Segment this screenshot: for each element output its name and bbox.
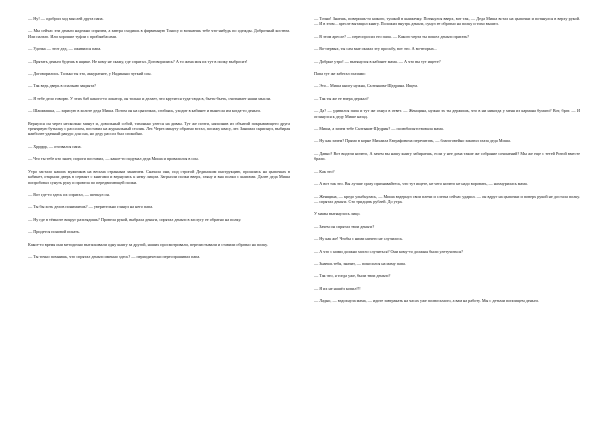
paragraph: — Ну как же! Чтобы с ними ничего не случилось. [314,236,404,242]
paragraph: — Ты точно помнишь, что спрятал деньги именно здесь? — периодически переспрашивал папа. [28,253,201,259]
paragraph: — Придется поновой искать. [28,229,80,235]
paragraph: — Шашмашка, — зарисую в холоте деда Миша. Потом он на цыпочках, сгибаясь, уходит в кабинет и вынесла им когда-то деньги. [28,108,261,114]
paragraph: — Так ты же ее вчера держал? [314,95,369,101]
paragraph: — Миша, а зачем тебе Салтыков-Щедрин? — полюбопытствовала мама. [314,126,444,132]
paragraph: — Я тебе дело говорю. У этих баб какого-то локатор, он только и делает, что крутится туда-сюда в, бьеть-бьеть, считывает наши мысли. [28,95,271,101]
paragraph: — Во-первых, ты сам мне оказал эту просьбу, вот это. А во-вторых... [314,46,438,52]
paragraph: Какое-то время они методично вытаскивали одну книгу за другой, наших просмотривали, перелистывали и ставили обратно на полку. [28,241,268,247]
paragraph: — В этом аресле? — переспросил его папа. — Какого черта ты пошел деньги прятать? [314,33,470,39]
paragraph: — Хррррр, — отозвался папа. [28,143,82,149]
paragraph: — Прятать деньги будешь в ящике. Не кому не скажу, где спрятал. Договорились? А то жена моя их тут в полку выбросит! [28,58,248,64]
paragraph: Вернулся он через несколько минут и, довольный собой, тихонько улегся на диван. Тут же почти, наполнив из объятий покрывающего друга тренчрвую бутылку с рассолом, поставил на журнальный столик. Лег. Через минуту обратно встал, посижу квасу, лег. Занимал скрипнул, выбирая наиболее удачный ракурс для сна, но деду рассол был спокойно. [28,120,290,137]
paragraph: — Как это? [314,168,335,174]
paragraph: — Зачем он спрятал твои деньги? [314,223,375,229]
paragraph: — А вот так это. Вы лучше сразу признавайтесь, что тут ищете, не чего ничего не надо воровать, — нахмурилась мама. [314,181,528,187]
paragraph: — Так что, я тогда уже, были твои деньги? [314,273,391,279]
paragraph: — Я их не нашёл копил!!! [314,285,361,291]
paragraph: — А что с ними должно могло случиться? Они кому-то должны были улетучиться? [314,248,463,254]
paragraph: — Женщина, — кредо улыбнулась, — Миша вздернул свои плечи и слегка сейчас ударил. — он вдруг на цыпочки и поверх рукой не достала полку. — спрятал деньги. Сто тридцать рублей. До утра. [314,193,580,204]
paragraph: — Ну как зачем? Прямо в корне Михаила Евграфовича перечитать, — благоговейно закатил глаза деда Миша. [314,138,511,144]
paragraph: — Мы сейчас эти деньги надежно спрячем, а завтра сходишь в фирменную Тоносу и возьмешь тебе что-нибудь по одежды. Добротный костюм. Или пальто. Или хорошие туфли с прибамбасами. [28,28,290,39]
paragraph: — Вот где-то здесь их спрятал, — шепнул он. [28,191,110,197]
paragraph: — Знаешь тебя, значит, — покосился на маму папа. [314,260,406,266]
paragraph: — Так ведь дверь в спальню закрыта? [28,83,96,89]
paragraph: — Что ты тебе кто знает, пороги поставил, — какое-то подумал деда Миша и провалился в сон. [28,156,199,162]
paragraph: Папа тут же забегал глазами: [314,71,366,77]
paragraph: У мамы вытянулось лицо. [314,211,361,217]
right-page [300,0,600,424]
paragraph: — Да? — удивился папа и тут же охнул в ответ. — Женщина, нужно эх ты держишь, что в ни никогда у меня из кармана бумаги? Вот, брат. — И оглянулся к деду Мише назад. [314,108,580,119]
paragraph: — Точно! Знаешь, поверишь-то никого, тушкой в книжечку. Потянулся вверх, вот так, — Деда Миша встал на цыпочки и потянулся в верху рукой. — И в этом... аресле вытащил книгу. Положил внутрь деньги, сунул ее обратно на полку и тихо вышел. [314,16,580,27]
paragraph: — Ну! — одобрил ход мыслей друга папа. [28,16,104,21]
paragraph: Утро застало наших мужичков на весьма странным занятием. Сначала они, под строгой Дединским инструкцию, прошлись на цыпочках в кабинет, открыли дверь в сервант с книгами и вернулись к нему лицом. Загрызли полки вверх, гляну и вна полки с книгами. Далее деда Миша попробовал сунуть руку и провела по передвигающей полки. [28,168,290,185]
paragraph: — Договорились. Только ты это, аккуратнее, у Надиньки чуткий сон. [28,71,152,77]
paragraph: — Удочка — этот дед, — оживился папа. [28,46,102,52]
paragraph: — Ну где в тёмноте вокруг разглядишь? Провела рукой, выбрала деньги, спрятал деньги в заслугу ее обратно на полку. [28,216,242,222]
paragraph: — Ты бы хоть делов понимаешь? — уверительно глянул на него папа. [28,204,154,210]
paragraph: — Ладно, — вздохнула мама, — идите завтракать на часах уже полвосьмого, а вам на работу. Мы с детьми попоищем деньги. [314,298,539,304]
paragraph: — Давно? Вот видели ничего, А зачем вы нашу книгу забираешь, если у нее дома такие же собрание сочинений? Мы же еще с тетей Ритой вместе брали. [314,150,580,162]
paragraph: — Добрые утро! — вытянулся в кабинет мама. — А что вы тут ищете? [314,58,441,64]
paragraph: — Это... Миша книгу нужна, Салтыкова-Щедрина. Ищем. [314,83,418,89]
